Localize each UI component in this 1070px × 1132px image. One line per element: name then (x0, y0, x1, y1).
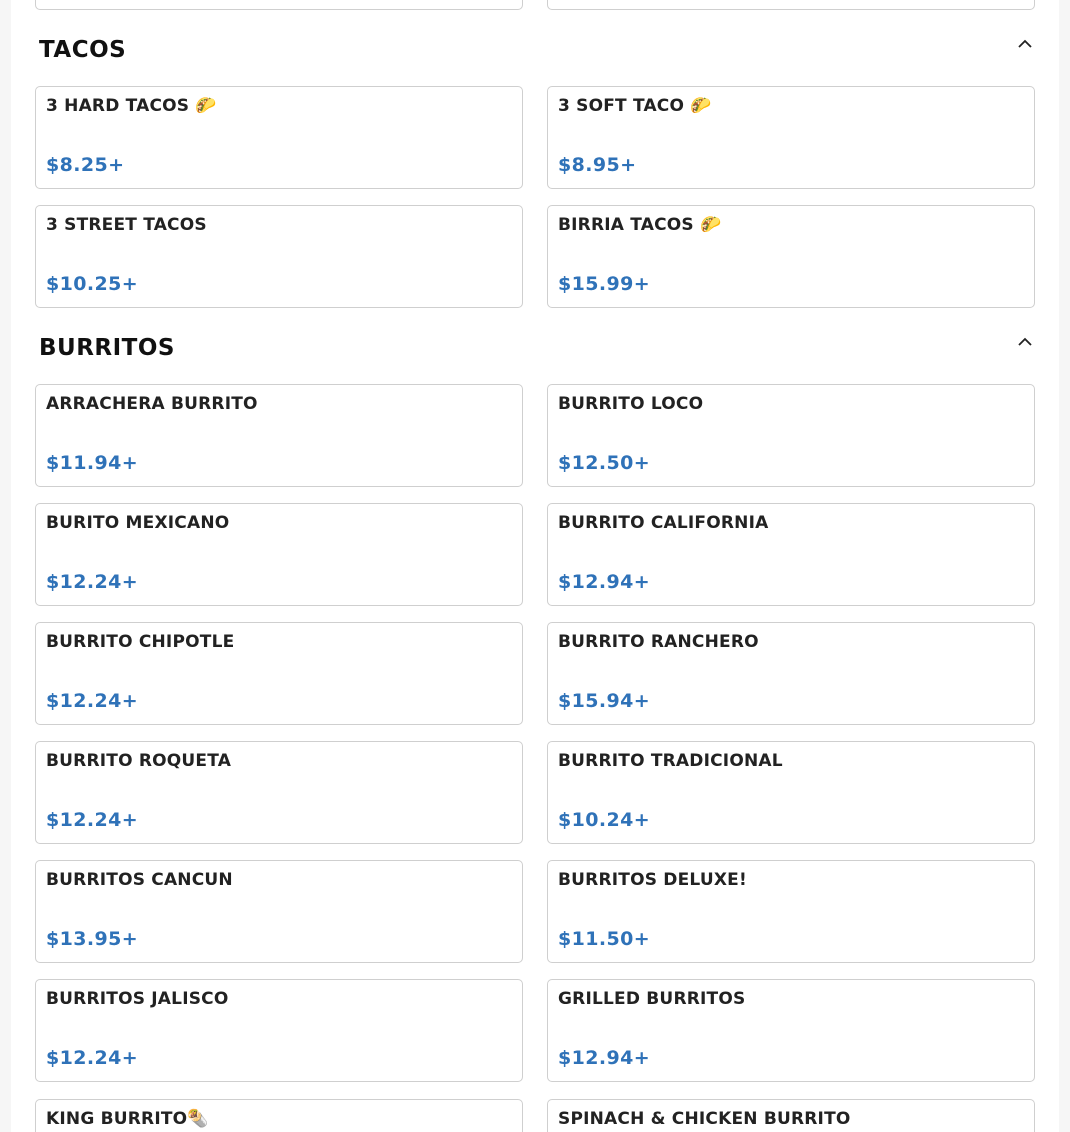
menu-item-name: BURRITO CHIPOTLE (46, 632, 235, 652)
menu-item-name: 3 STREET TACOS (46, 215, 207, 235)
menu-item-card[interactable] (35, 741, 523, 844)
menu-item-name: ARRACHERA BURRITO (46, 394, 258, 414)
menu-item-name: BURITO MEXICANO (46, 513, 230, 533)
menu-item-name: 3 SOFT TACO 🌮 (558, 96, 712, 116)
menu-item-name: 3 HARD TACOS 🌮 (46, 96, 217, 116)
menu-item-price: $12.50+ (558, 452, 651, 474)
menu-item-card[interactable] (547, 384, 1035, 487)
menu-item-name: BURRITO LOCO (558, 394, 704, 414)
menu-item-price: $8.95+ (558, 154, 637, 176)
menu-item-price: $12.24+ (46, 1047, 139, 1069)
menu-item-card[interactable] (547, 86, 1035, 189)
menu-item-price: $12.24+ (46, 809, 139, 831)
menu-item-name: BIRRIA TACOS 🌮 (558, 215, 722, 235)
menu-item-card-partial[interactable] (35, 0, 523, 10)
menu-item-price: $8.25+ (46, 154, 125, 176)
menu-item-price: $15.94+ (558, 690, 651, 712)
menu-item-price: $11.94+ (46, 452, 139, 474)
menu-item-name: BURRITOS DELUXE! (558, 870, 747, 890)
menu-item-price: $12.24+ (46, 571, 139, 593)
menu-item-price: $13.95+ (46, 928, 139, 950)
menu-item-card[interactable] (35, 86, 523, 189)
menu-item-card-partial[interactable] (547, 0, 1035, 10)
menu-item-name: BURRITOS CANCUN (46, 870, 233, 890)
menu-item-card[interactable] (35, 205, 523, 308)
menu-item-card[interactable] (35, 622, 523, 725)
menu-page (11, 0, 1059, 1132)
menu-item-price: $11.50+ (558, 928, 651, 950)
menu-item-price: $12.94+ (558, 1047, 651, 1069)
chevron-up-icon[interactable] (1017, 335, 1033, 347)
menu-item-name: BURRITO CALIFORNIA (558, 513, 769, 533)
menu-item-price: $15.99+ (558, 273, 651, 295)
menu-item-card[interactable] (35, 860, 523, 963)
menu-item-price: $10.24+ (558, 809, 651, 831)
menu-item-card[interactable] (35, 979, 523, 1082)
section-title: BURRITOS (39, 335, 175, 361)
menu-item-name: SPINACH & CHICKEN BURRITO (558, 1109, 851, 1129)
menu-item-name: GRILLED BURRITOS (558, 989, 746, 1009)
menu-item-card[interactable] (547, 205, 1035, 308)
menu-item-card[interactable] (547, 1099, 1035, 1132)
menu-item-name: BURRITO RANCHERO (558, 632, 759, 652)
menu-item-price: $12.94+ (558, 571, 651, 593)
menu-item-price: $10.25+ (46, 273, 139, 295)
menu-item-name: BURRITOS JALISCO (46, 989, 229, 1009)
section-title: TACOS (39, 37, 127, 63)
menu-item-name: KING BURRITO🌯 (46, 1109, 209, 1129)
menu-item-card[interactable] (35, 384, 523, 487)
menu-item-card[interactable] (547, 741, 1035, 844)
menu-item-card[interactable] (547, 503, 1035, 606)
menu-item-name: BURRITO TRADICIONAL (558, 751, 783, 771)
menu-item-card[interactable] (547, 860, 1035, 963)
chevron-up-icon[interactable] (1017, 37, 1033, 49)
menu-item-name: BURRITO ROQUETA (46, 751, 232, 771)
menu-item-price: $12.24+ (46, 690, 139, 712)
menu-item-card[interactable] (547, 622, 1035, 725)
menu-item-card[interactable] (35, 503, 523, 606)
menu-item-card[interactable] (547, 979, 1035, 1082)
menu-item-card[interactable] (35, 1099, 523, 1132)
